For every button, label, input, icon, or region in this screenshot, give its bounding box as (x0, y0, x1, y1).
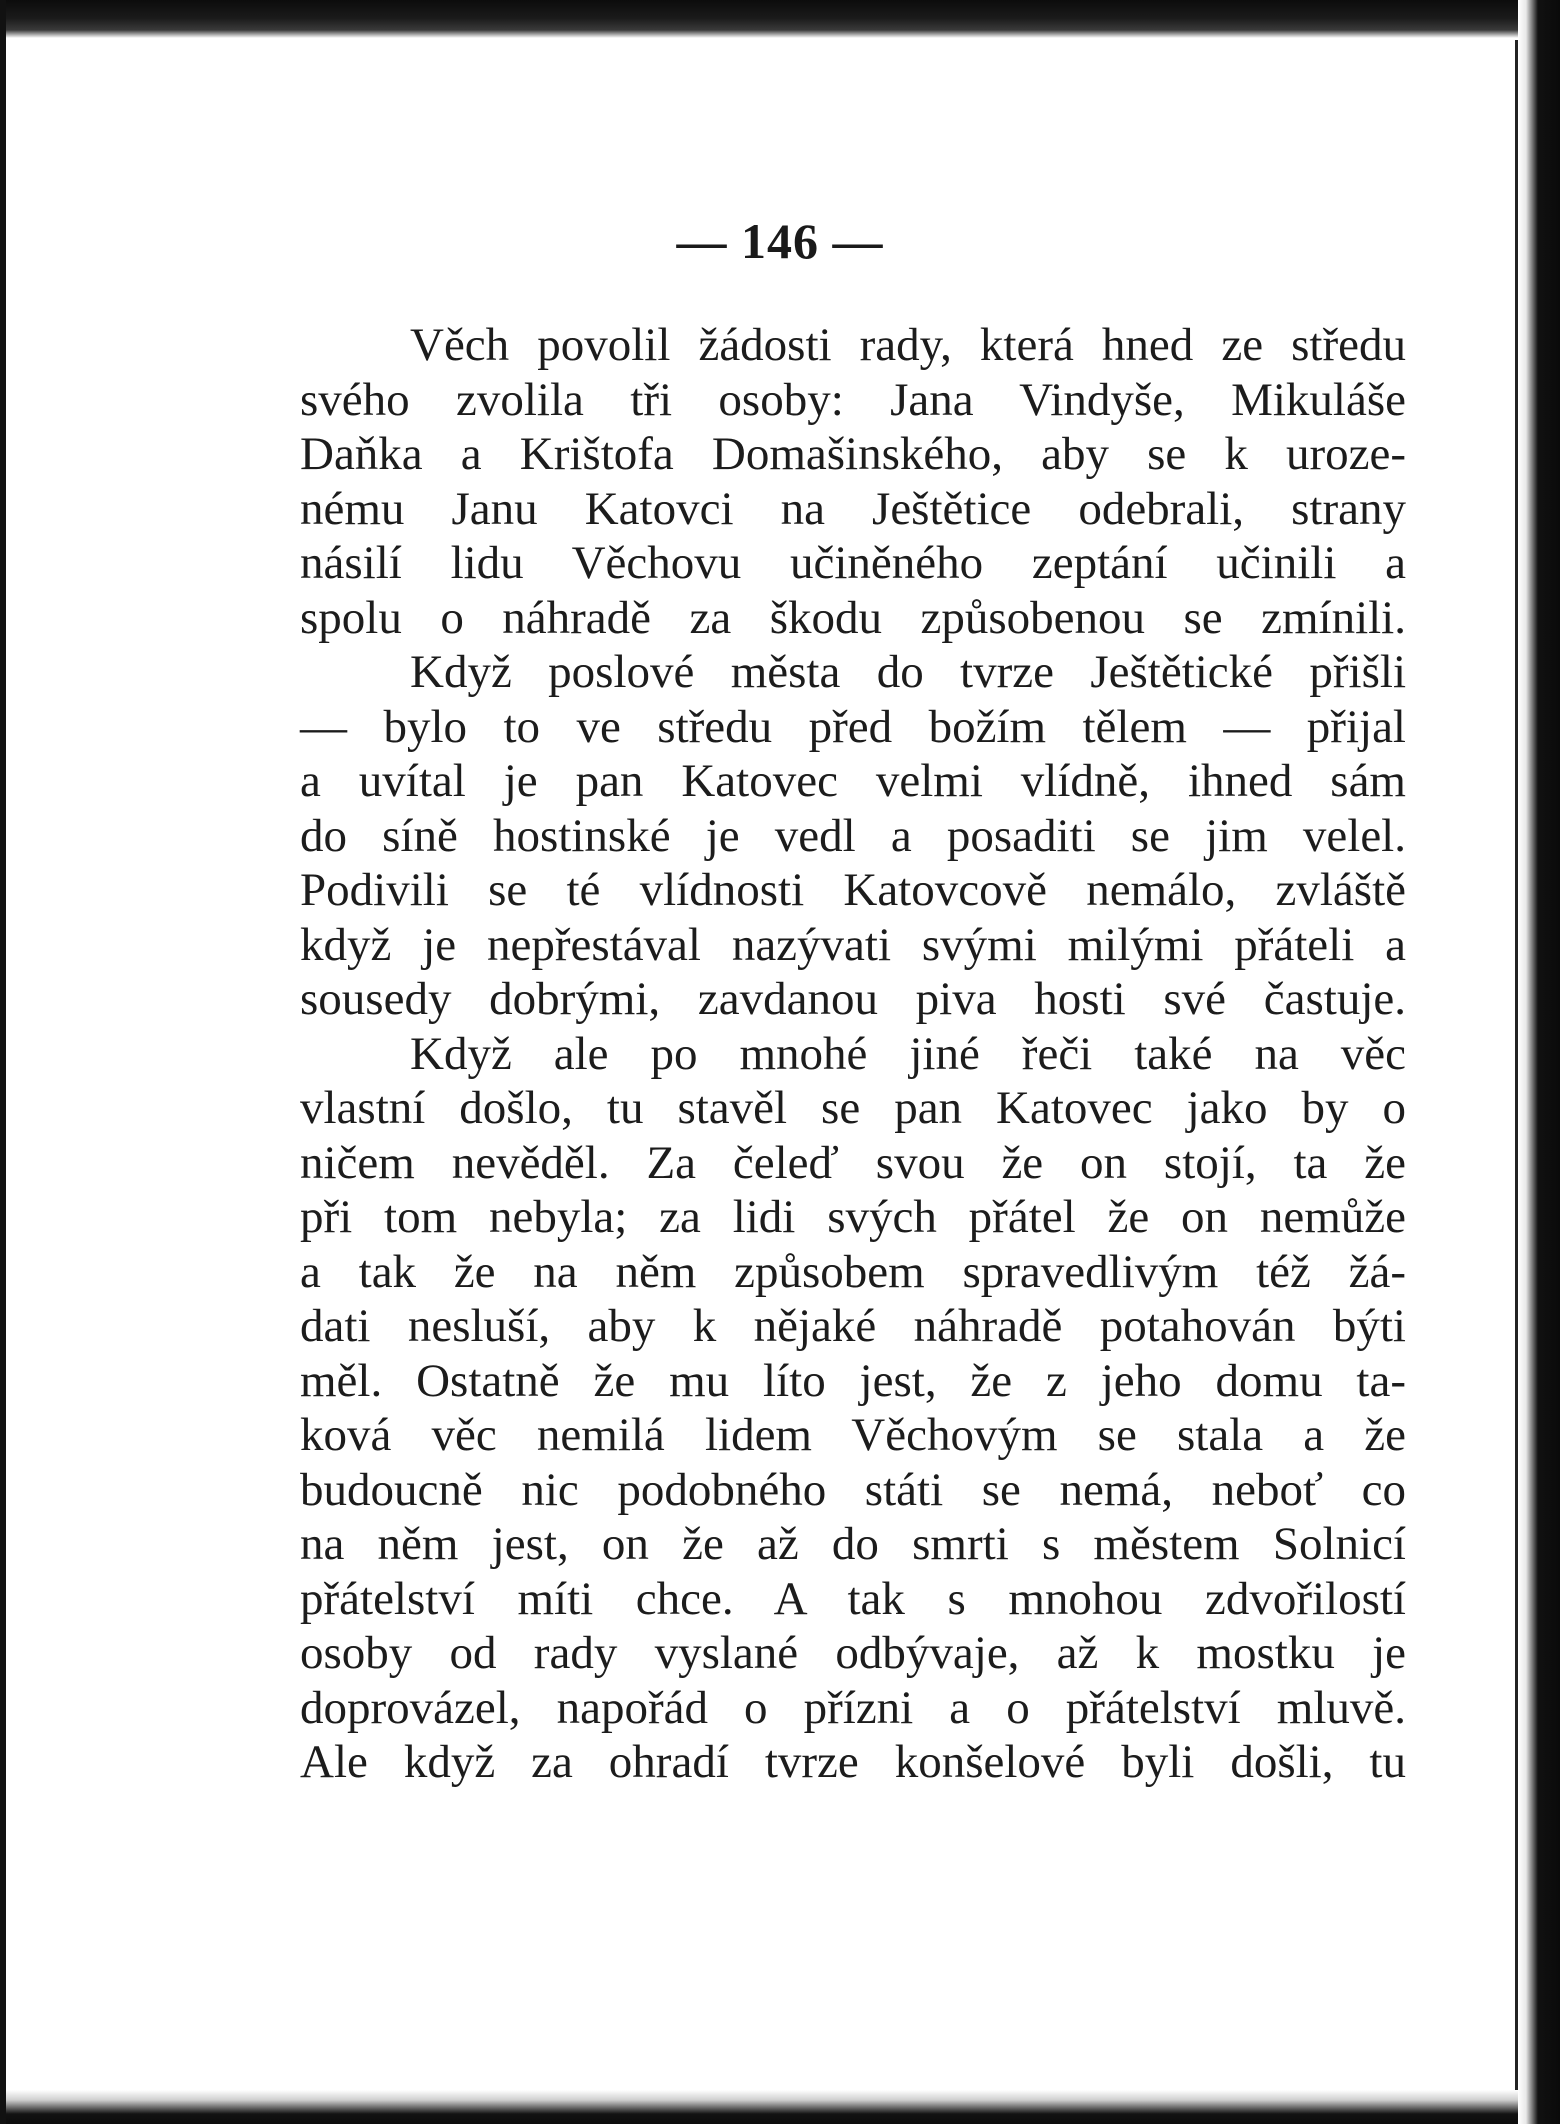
text-line: při tom nebyla; za lidi svých přátel že on nemůže (300, 1191, 1406, 1243)
text-line: přátelství míti chce. A tak s mnohou zdvořilostí (300, 1572, 1406, 1625)
body-text (300, 318, 1406, 1790)
text-line: když je nepřestával nazývati svými milými přáteli a (300, 918, 1406, 971)
page-number: — 146 — (676, 213, 884, 269)
text-line: do síně hostinské je vedl a posaditi se jim velel. (300, 809, 1406, 862)
scan-border-bottom (0, 2090, 1560, 2124)
text-line: Ale když za ohradí tvrze konšelové byli došli, tu (300, 1736, 1406, 1788)
text-line: vlastní došlo, tu stavěl se pan Katovec jako by o (300, 1082, 1406, 1134)
text-line: na něm jest, on že až do smrti s městem Solnicí (300, 1518, 1406, 1570)
text-line: nému Janu Katovci na Ještětice odebrali, strany (300, 482, 1406, 535)
text-line: a uvítal je pan Katovec velmi vlídně, ihned sám (300, 755, 1406, 807)
text-line: násilí lidu Věchovu učiněného zeptání učinili a (300, 537, 1406, 589)
text-line: Věch povolil žádosti rady, která hned ze středu (410, 319, 1406, 371)
text-line: ková věc nemilá lidem Věchovým se stala a že (300, 1409, 1406, 1461)
text-line: Podivili se té vlídnosti Katovcově nemálo, zvláště (300, 864, 1406, 916)
text-line: Když poslové města do tvrze Ještětické přišli (410, 646, 1406, 698)
text-line: ničem nevěděl. Za čeleď svou že on stojí, ta že (300, 1136, 1406, 1189)
text-line: Daňka a Krištofa Domašinského, aby se k uroze- (300, 428, 1406, 480)
text-line: dati nesluší, aby k nějaké náhradě potahován býti (300, 1300, 1406, 1352)
text-line: doprovázel, napořád o přízni a o přátelství mluvě. (300, 1681, 1406, 1734)
text-line: — bylo to ve středu před božím tělem — přijal (300, 700, 1406, 753)
text-line: osoby od rady vyslané odbývaje, až k mostku je (300, 1627, 1406, 1679)
text-line: Když ale po mnohé jiné řeči také na věc (410, 1027, 1406, 1080)
text-line: sousedy dobrými, zavdanou piva hosti své častuje. (300, 973, 1406, 1025)
scan-border-right (1518, 0, 1560, 2124)
text-line: svého zvolila tři osoby: Jana Vindyše, Mikuláše (300, 373, 1406, 426)
scan-border-left (0, 0, 6, 2124)
page-edge-rule (1515, 40, 1518, 2090)
text-line: měl. Ostatně že mu líto jest, že z jeho domu ta- (300, 1354, 1406, 1407)
scan-border-top (0, 0, 1560, 38)
text-line: a tak že na něm způsobem spravedlivým též žá- (300, 1245, 1406, 1298)
text-line: budoucně nic podobného státi se nemá, neboť co (300, 1463, 1406, 1516)
text-line: spolu o náhradě za škodu způsobenou se zmínili. (300, 591, 1406, 644)
